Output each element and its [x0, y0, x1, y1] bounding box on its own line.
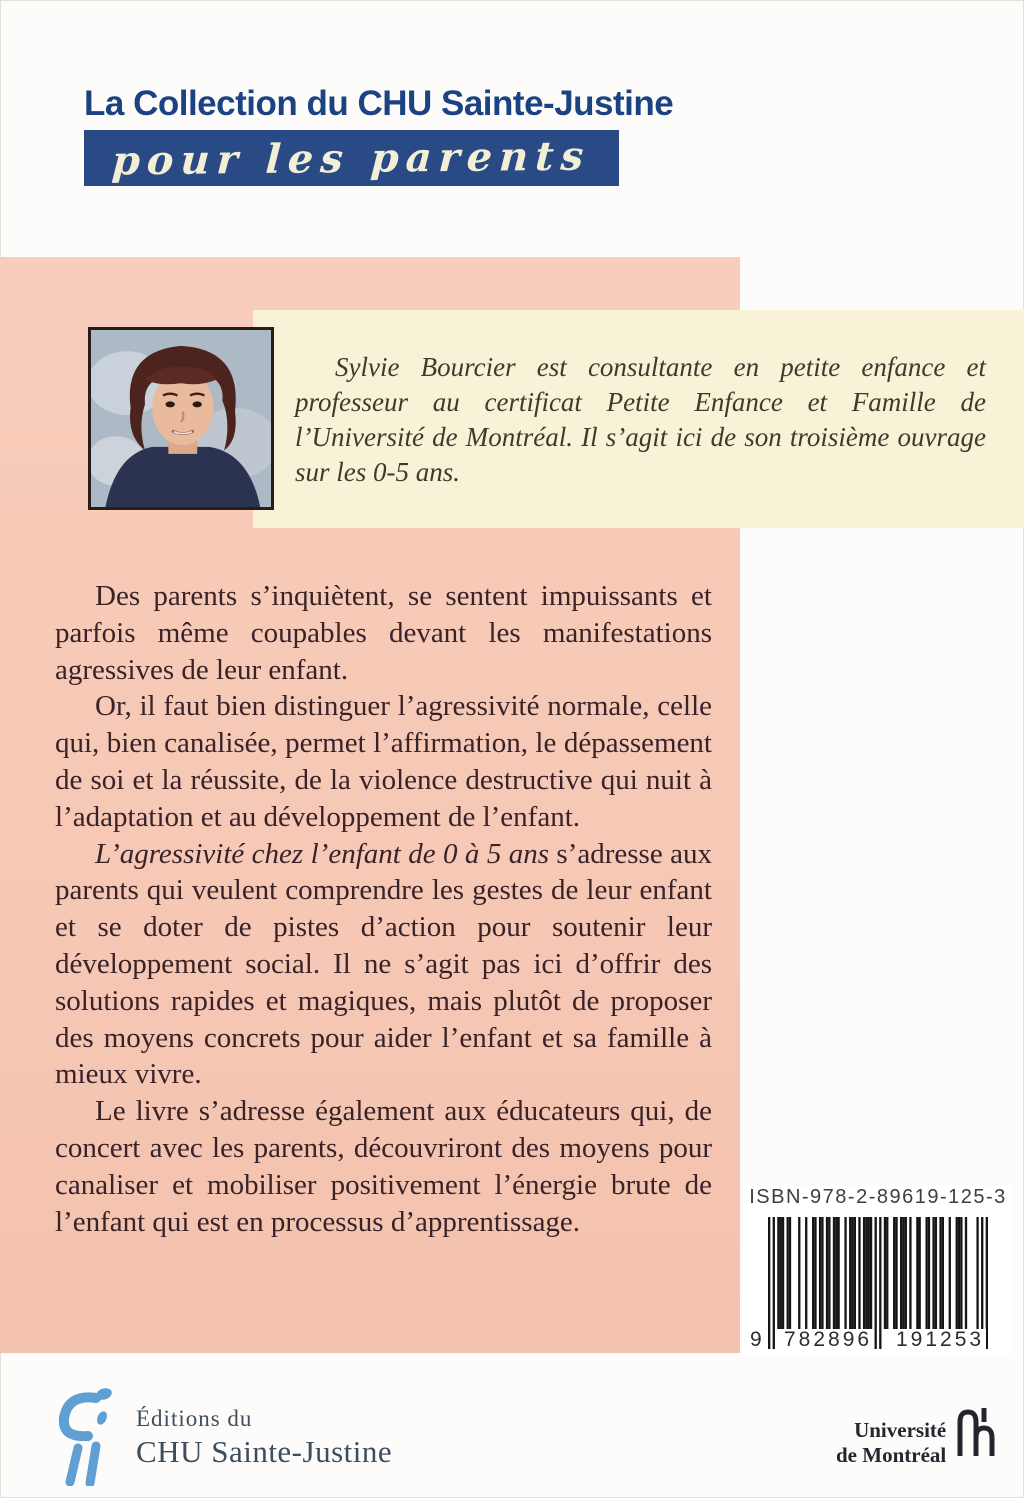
author-portrait-illustration — [91, 330, 271, 507]
isbn-block — [744, 1186, 1012, 1355]
ean13-barcode — [752, 1217, 1004, 1355]
publisher-name — [136, 1406, 392, 1470]
author-photo — [88, 327, 274, 510]
chu-sainte-justine-icon — [52, 1382, 120, 1486]
barcode-digits-right: 191253 — [896, 1328, 985, 1351]
synopsis-paragraph-3 — [55, 836, 712, 1094]
book-title: L’agressivité chez l’enfant de 0 à 5 ans — [95, 837, 550, 870]
publisher-logo — [52, 1382, 392, 1486]
synopsis-text — [55, 578, 712, 1240]
barcode-digits-left: 782896 — [784, 1328, 873, 1351]
publisher-name-line1: Éditions du — [136, 1406, 253, 1431]
synopsis-paragraph-4: Le livre s’adresse également aux éducateurs qui, de concert avec les parents, découvriront des moyens pour canaliser et mobiliser positivement l’énergie brute de l’enfant qui est en processus d’apprentissage. — [55, 1095, 712, 1238]
barcode-digit-first: 9 — [750, 1328, 762, 1351]
banner-script-text: pour les parents — [110, 131, 593, 185]
universite-name-line2: de Montréal — [836, 1443, 947, 1467]
universite-name-line1: Université — [854, 1418, 947, 1442]
synopsis-paragraph-2: Or, il faut bien distinguer l’agressivité normale, celle qui, bien canalisée, permet l’affirmation, le dépassement de soi et la réussite, de la violence destructive qui nuit à l’adaptation et au développement de l’enfant. — [55, 690, 712, 833]
publisher-name-line2: CHU Sainte-Justine — [136, 1434, 393, 1469]
author-bio-text: Sylvie Bourcier est consultante en petite enfance et professeur au certificat Petite Enfance et Famille de l’Université de Montréal. Il s’agit ici de son troisième ouvrage sur les 0-5 ans. — [295, 352, 986, 487]
synopsis-paragraph-3-rest: s’adresse aux parents qui veulent comprendre les gestes de leur enfant et se doter de pistes d’action pour soutenir leur développement social. Il ne s’agit pas ici d’offrir des solutions rapides et magiques, mais plutôt de proposer des moyens concrets pour aider l’enfant et sa famille à mieux vivre. — [55, 837, 712, 1091]
synopsis-paragraph-1: Des parents s’inquiètent, se sentent impuissants et parfois même coupables devant les manifestations agressives de leur enfant. — [55, 580, 712, 686]
author-bio-box — [253, 310, 1024, 528]
collection-title: La Collection du CHU Sainte-Justine — [84, 84, 674, 123]
universite-de-montreal-logo — [836, 1404, 996, 1468]
universite-de-montreal-icon — [954, 1404, 996, 1462]
collection-banner — [84, 130, 619, 186]
universite-name — [836, 1418, 946, 1468]
isbn-label: ISBN-978-2-89619-125-3 — [749, 1186, 1007, 1208]
